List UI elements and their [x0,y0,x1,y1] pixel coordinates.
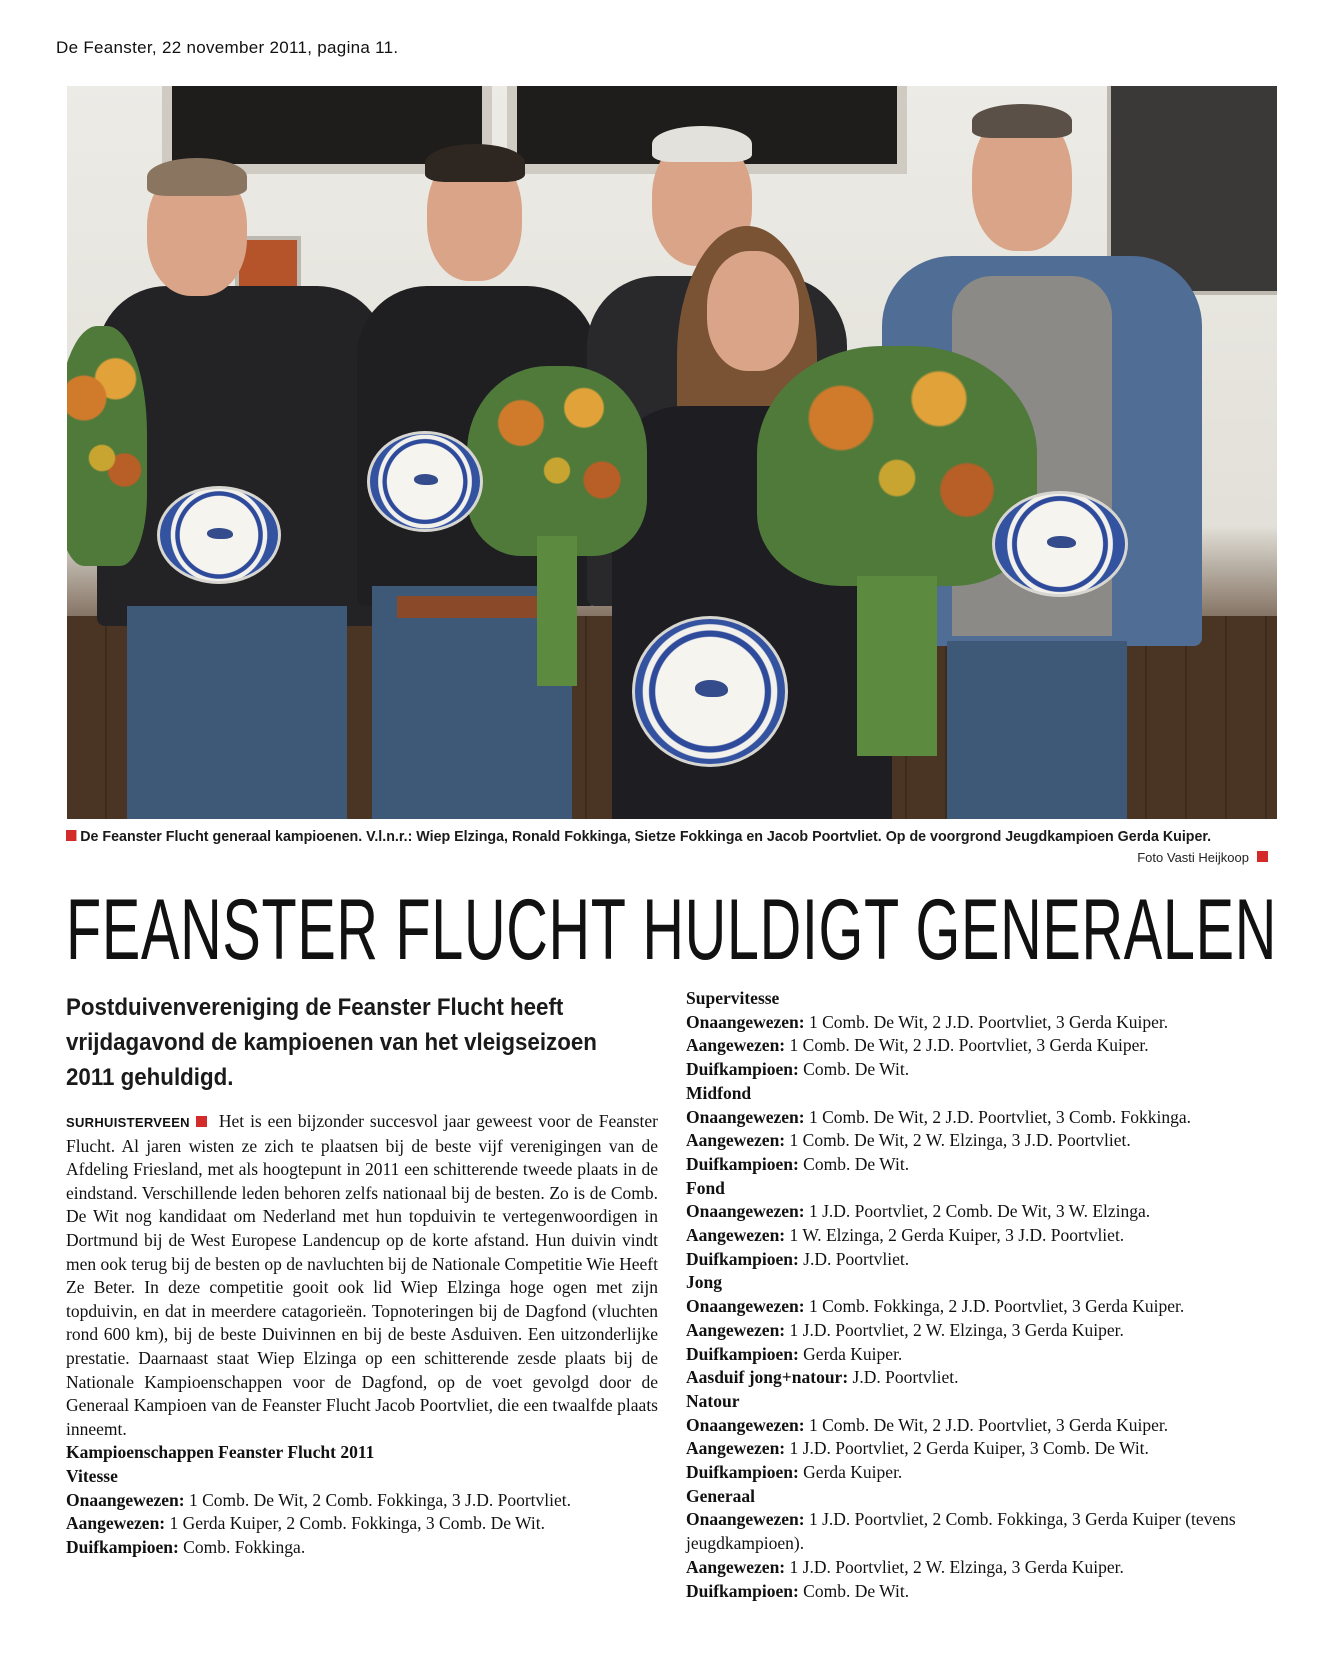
bullet-square [66,830,76,841]
photo-credit [1137,850,1268,865]
results-title: Kampioenschappen Feanster Flucht 2011 [66,1442,375,1463]
result-row: Aangewezen: 1 Comb. De Wit, 2 W. Elzinga, 3 J.D. Poortvliet. [686,1130,1131,1151]
body-text: Het is een bijzonder succesvol jaar geweest voor de Feanster Flucht. Al jaren wisten ze zich te plaatsen bij de beste vijf verenigingen van de Afdeling Friesland, met als hoogtepunt in 2011 een schitterende tweede plaats in de eindstand. Verschillende leden behoren zelfs nationaal bij de besten. Zo is de Comb. De Wit nog kandidaat om Nederland met hun topduivin te vertegenwoordigen in Dortmund bij de West Europese Landencup op de korte afstand. Hun duivin vindt men ook terug bij de besten op de navluchten bij de Nationale Competitie Wie Heeft Ze Beter. In deze competitie gooit ook lid Wiep Elzinga hoge ogen met zijn topduivin, en dat in meerdere catagorieën. Topnoteringen bij de Dagfond (vluchten rond 600 km), bij de beste Duivinnen en bij de beste Asduiven. Een uitzonderlijke prestatie. Daarnaast staat Wiep Elzinga op een schitterende zesde plaats bij de Nationale Kampioenschappen voor de Dagfond, op de voet gevolgd door de Generaal Kampioen van de Feanster Flucht Jacob Poortvliet, die een twaalfde plaats inneemt. [66,1111,658,1439]
credit-text: Foto Vasti Heijkoop [1137,850,1249,865]
result-row: Aangewezen: 1 W. Elzinga, 2 Gerda Kuiper, 3 J.D. Poortvliet. [686,1225,1125,1246]
result-row: Aasduif jong+natour: J.D. Poortvliet. [686,1367,959,1388]
plate-1 [157,486,281,584]
result-row: Onaangewezen: 1 Comb. Fokkinga, 2 J.D. Poortvliet, 3 Gerda Kuiper. [686,1296,1185,1317]
section-title-jong: Jong [686,1272,722,1293]
bouquet-2 [467,366,647,556]
result-row: Aangewezen: 1 J.D. Poortvliet, 2 W. Elzinga, 3 Gerda Kuiper. [686,1319,1124,1340]
bullet-square [1257,851,1268,862]
headline: FEANSTER FLUCHT HULDIGT GENERALEN [66,882,1278,978]
result-row: Onaangewezen: 1 Comb. De Wit, 2 Comb. Fokkinga, 3 J.D. Poortvliet. [66,1489,572,1510]
bouquet-1 [67,326,147,566]
result-row: Duifkampioen: Comb. Fokkinga. [66,1536,306,1557]
result-row: Duifkampioen: Comb. De Wit. [686,1153,910,1174]
caption-text: De Feanster Flucht generaal kampioenen. V.l.n.r.: Wiep Elzinga, Ronald Fokkinga, Sietze Fokkinga en Jacob Poortvliet. Op de voorgrond Jeugdkampioen Gerda Kuiper. [80,828,1212,845]
result-row: Duifkampioen: J.D. Poortvliet. [686,1248,910,1269]
plate-3 [992,491,1128,597]
result-row: Onaangewezen: 1 J.D. Poortvliet, 2 Comb. Fokkinga, 3 Gerda Kuiper (tevens jeugdkampioen). [686,1509,1236,1554]
result-row: Duifkampioen: Comb. De Wit. [686,1059,910,1080]
result-row: Duifkampioen: Gerda Kuiper. [686,1462,903,1483]
plate-2 [367,431,483,532]
section-title-midfond: Midfond [686,1082,752,1103]
bullet-square [196,1116,207,1127]
result-row: Onaangewezen: 1 Comb. De Wit, 2 J.D. Poortvliet, 3 Gerda Kuiper. [686,1011,1169,1032]
section-title-supervitesse: Supervitesse [686,988,780,1008]
results-column [686,987,1276,1603]
result-row: Aangewezen: 1 J.D. Poortvliet, 2 W. Elzinga, 3 Gerda Kuiper. [686,1556,1124,1577]
intro: Postduivenvereniging de Feanster Flucht heeft vrijdagavond de kampioenen van het vleigseizoen 2011 gehuldigd. [66,994,597,1091]
section-title-generaal: Generaal [686,1485,756,1506]
section-title-vitesse: Vitesse [66,1465,118,1486]
section-title-fond: Fond [686,1177,725,1198]
article-body [66,1110,658,1559]
photo-caption [66,826,1216,847]
result-row: Onaangewezen: 1 Comb. De Wit, 2 J.D. Poortvliet, 3 Comb. Fokkinga. [686,1106,1192,1127]
result-row: Onaangewezen: 1 Comb. De Wit, 2 J.D. Poortvliet, 3 Gerda Kuiper. [686,1414,1169,1435]
section-title-natour: Natour [686,1390,740,1411]
source-line: De Feanster, 22 november 2011, pagina 11. [56,38,399,57]
result-row: Duifkampioen: Comb. De Wit. [686,1580,910,1601]
result-row: Duifkampioen: Gerda Kuiper. [686,1343,903,1364]
plate-4 [632,616,788,767]
article-photo [67,86,1277,819]
dateline: SURHUISTERVEEN [66,1115,190,1130]
result-row: Aangewezen: 1 Comb. De Wit, 2 J.D. Poortvliet, 3 Gerda Kuiper. [686,1035,1149,1056]
result-row: Aangewezen: 1 Gerda Kuiper, 2 Comb. Fokkinga, 3 Comb. De Wit. [66,1513,545,1534]
result-row: Aangewezen: 1 J.D. Poortvliet, 2 Gerda Kuiper, 3 Comb. De Wit. [686,1438,1149,1459]
result-row: Onaangewezen: 1 J.D. Poortvliet, 2 Comb. De Wit, 3 W. Elzinga. [686,1201,1151,1222]
